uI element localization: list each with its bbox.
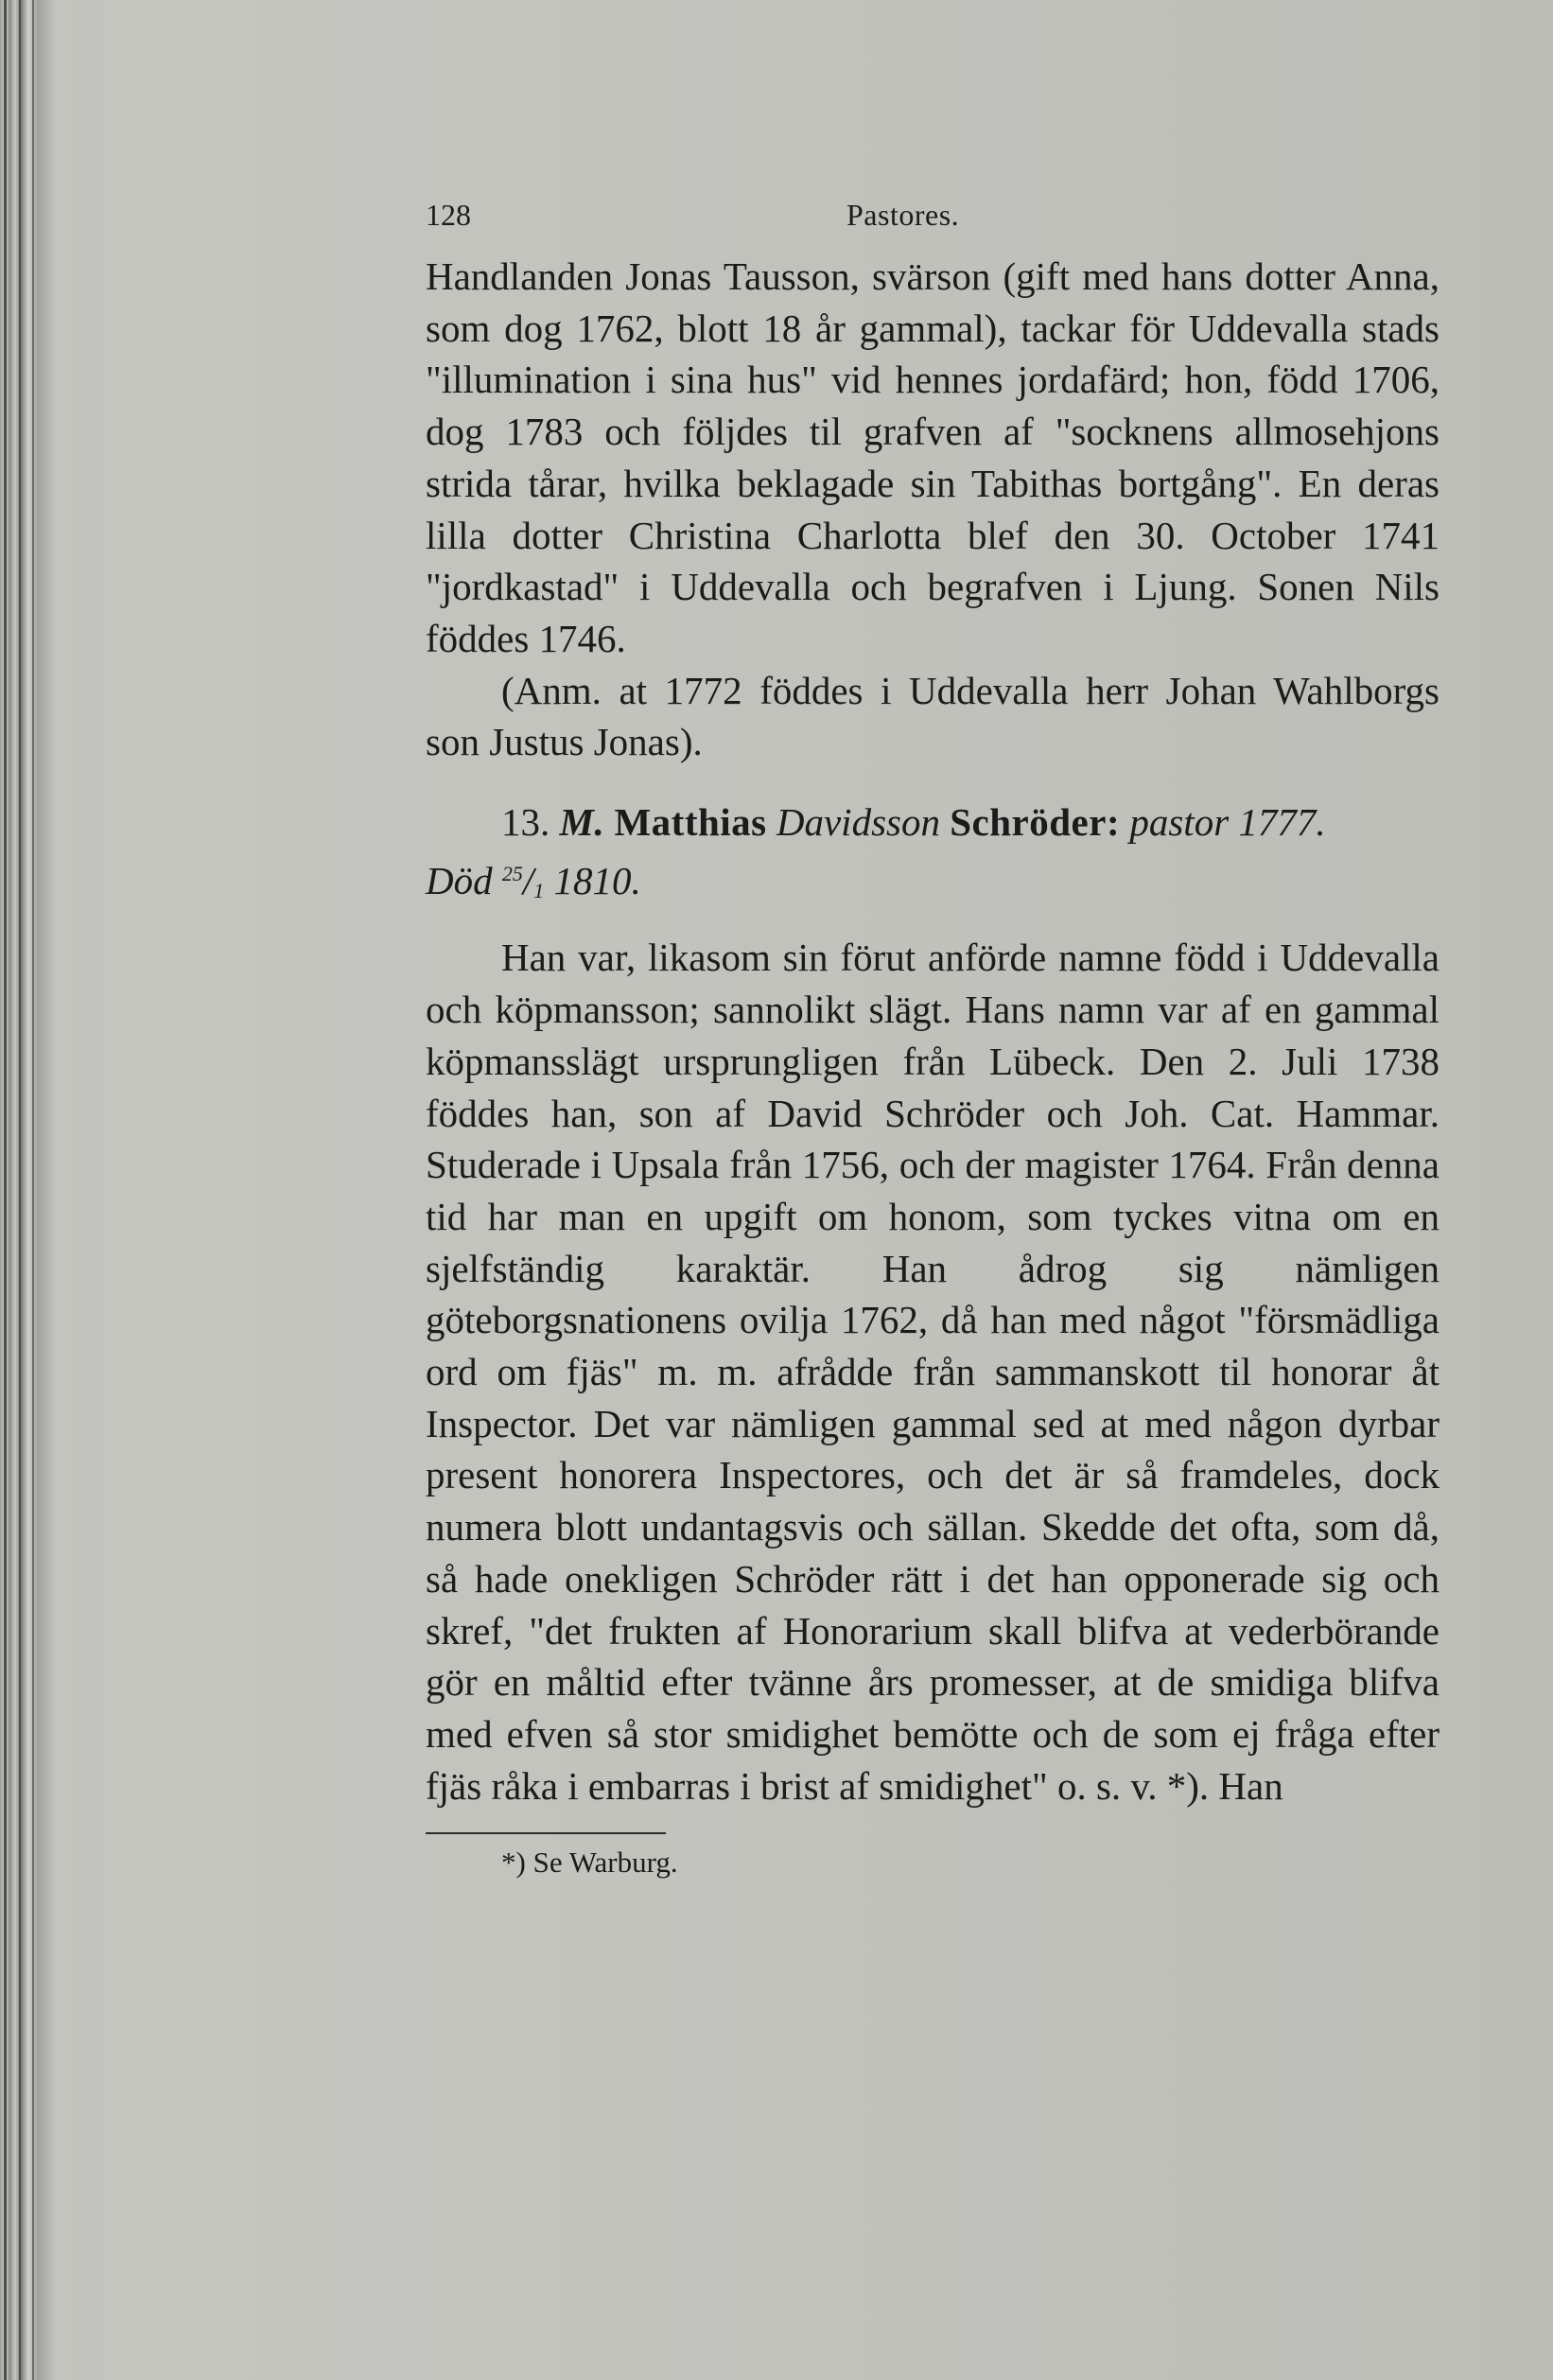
running-title: Pastores. — [846, 198, 960, 232]
death-month: 1 — [533, 878, 545, 902]
binding-line — [19, 0, 21, 2380]
entry-heading — [426, 796, 1440, 849]
entry-office: pastor 1777. — [1129, 800, 1326, 845]
paragraph-biography: Han var, likasom sin förut anförde namne född i Uddevalla och köpmansson; sannolikt slägt. Hans namn var af en gammal köpmansslägt ursprungligen från Lübeck. Den 2. Juli 1738 föddes han, son af David Schröder och Joh. Cat. Hammar. Studerade i Upsala från 1756, och der magister 1764. Från denna tid har man en upgift om honom, som tyckes vitna om en sjelfständig karaktär. Han ådrog sig nämligen göteborgsnationens ovilja 1762, då han med något "försmädliga ord om fjäs" m. m. afrådde från sammanskott til honorar åt Inspector. Det var nämligen gammal sed at med någon dyrbar present honorera Inspectores, och det är så framdeles, dock numera blott undantagsvis och sällan. Skedde det ofta, som då, så hade onekligen Schröder rätt i det han opponerade sig och skref, "det frukten af Honorarium skall blifva at vederbörande gör en måltid efter tvänne års promesser, at de smidiga blifva med efven så stor smidighet bemötte och de som ej fråga efter fjäs råka i embarras i brist af smidighet" o. s. v. *). Han — [426, 936, 1440, 1808]
entry-colon: : — [1106, 800, 1121, 845]
entry-patronymic: Davidsson — [776, 800, 940, 845]
page-number: 128 — [426, 198, 471, 232]
paragraph-tausson: Handlanden Jonas Tausson, svärson (gift med hans dotter Anna, som dog 1762, blott 18 år gammal), tackar för Uddevalla stads "illumination i sina hus" vid hennes jordafärd; hon, född 1706, dog 1783 och följdes til grafven af "socknens allmosehjons strida tårar, hvilka beklagade sin Tabithas bortgång". En deras lilla dotter Christina Charlotta blef den 30. October 1741 "jordkastad" i Uddevalla och begrafven i Ljung. Sonen Nils föddes 1746. — [426, 254, 1440, 660]
entry-death: Död $^{25}/_1$ 1810. — [426, 858, 641, 902]
binding-line — [4, 0, 7, 2380]
entry-first-name: Matthias — [614, 800, 767, 845]
entry-surname: Schröder — [950, 800, 1107, 845]
footnote-divider — [426, 1832, 666, 1834]
footnote: *) Se Warburg. — [501, 1846, 678, 1880]
paragraph-annotation: (Anm. at 1772 föddes i Uddevalla herr Johan Wahlborgs son Justus Jonas). — [426, 668, 1440, 764]
death-day: 25 — [501, 861, 523, 885]
page-content — [426, 184, 1440, 1880]
entry-number: 13. — [501, 800, 550, 845]
binding-line — [32, 0, 34, 2380]
entry-academic-title: M. — [559, 800, 605, 845]
book-binding-edge — [0, 0, 104, 2380]
running-head — [426, 184, 1440, 251]
death-year: 1810. — [553, 858, 641, 902]
death-label: Död — [426, 858, 493, 902]
